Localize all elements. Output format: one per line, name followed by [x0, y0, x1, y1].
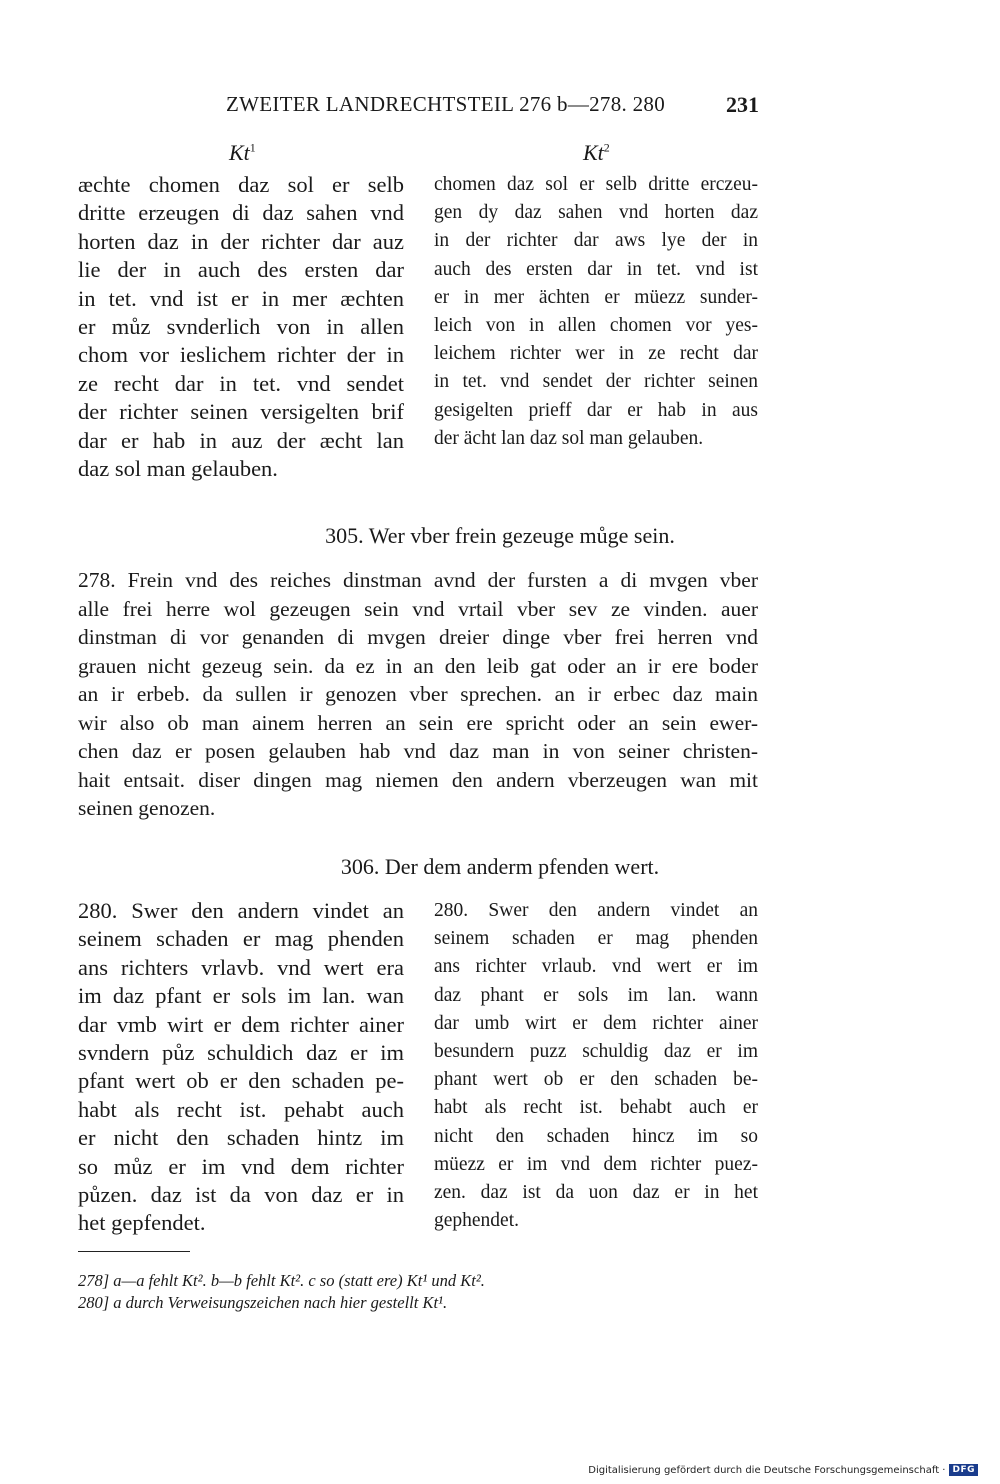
text-line: æchte chomen daz sol er selb: [78, 172, 404, 197]
text-line: in tet. vnd sendet der richter seinen: [434, 371, 758, 393]
text-line: er můz svnderlich von in allen: [78, 314, 404, 340]
section-305-title: 305. Wer vber frein gezeuge můge sein.: [325, 523, 675, 548]
text-line: im daz pfant er sols im lan. wan: [78, 983, 404, 1009]
text-line: chomen daz sol er selb dritte erczeu-: [434, 174, 758, 195]
section-306-left-column: [78, 897, 404, 1238]
text-line: gen dy daz sahen vnd horten daz: [434, 202, 758, 224]
section-306-right-column: [434, 897, 758, 1235]
text-line: zen. daz ist da uon daz er in het: [434, 1182, 758, 1204]
text-line: habt als recht ist. behabt auch er: [434, 1097, 758, 1119]
text-line: 280. Swer den andern vindet an: [434, 900, 758, 921]
text-line: 280. Swer den andern vindet an: [78, 898, 404, 923]
text-line: dar umb wirt er dem richter ainer: [434, 1012, 758, 1034]
text-line: der ächt lan daz sol man gelauben.: [434, 427, 704, 449]
text-line: ans richter vrlaub. vnd wert er im: [434, 956, 758, 978]
dfg-logo-icon: DFG: [949, 1464, 978, 1476]
text-line: auch des ersten dar in tet. vnd ist: [434, 258, 758, 280]
block1-left-column: [78, 171, 404, 483]
block1-right-column: [434, 171, 758, 453]
section-306-title: 306. Der dem anderm pfenden wert.: [340, 854, 660, 879]
text-line: svndern půz schuldich daz er im: [78, 1040, 404, 1066]
text-line: an ir erbeb. da sullen ir genozen vber sprechen. an ir erbec daz main: [78, 682, 758, 706]
text-line: het gepfendet.: [78, 1210, 206, 1236]
text-line: horten daz in der richter dar auz: [78, 228, 404, 254]
text-line: der richter seinen versigelten brif: [78, 399, 404, 425]
running-head: ZWEITER LANDRECHTSTEIL 276 b—278. 280: [226, 92, 666, 116]
text-line: dritte erzeugen di daz sahen vnd: [78, 200, 404, 226]
text-line: nicht den schaden hincz im so: [434, 1125, 758, 1147]
credit-text: Digitalisierung gefördert durch die Deutsche Forschungsgemeinschaft ·: [588, 1464, 946, 1476]
text-line: seinem schaden er mag phenden: [434, 928, 758, 950]
text-line: daz sol man gelauben.: [78, 456, 278, 482]
text-line: dinstman di vor genanden di mvgen dreier dinge vber frei herren vnd: [78, 625, 758, 649]
column-head-kt2: Kt$^2$: [583, 140, 610, 165]
text-line: dar vmb wirt er dem richter ainer: [78, 1011, 404, 1037]
text-line: alle frei herre wol gezeugen sein vnd vrtail vber sev ze vinden. auer: [78, 596, 758, 621]
text-line: wir also ob man ainem herren an sein ere spricht oder an sein ewer-: [78, 710, 758, 735]
text-line: lie der in auch des ersten dar: [78, 257, 404, 283]
text-line: chen daz er posen gelauben hab vnd daz man in von seiner christen-: [78, 739, 758, 763]
footnote: 280] a durch Verweisungszeichen nach hier gestellt Kt¹.: [78, 1293, 448, 1312]
text-line: seinem schaden er mag phenden: [78, 926, 404, 952]
text-line: dar er hab in auz der æcht lan: [78, 427, 404, 453]
text-line: grauen nicht gezeug sein. da ez in an den leib gat oder an ir ere boder: [78, 653, 758, 678]
text-line: leich von in allen chomen vor yes-: [434, 315, 758, 337]
text-line: daz phant er sols im lan. wann: [434, 984, 758, 1006]
text-line: seinen genozen.: [78, 796, 216, 820]
page-number: 231: [726, 92, 759, 117]
text-line: pfant wert ob er den schaden pe-: [78, 1068, 404, 1094]
section-305-text: [78, 566, 758, 823]
text-line: so můz er im vnd dem richter: [78, 1153, 404, 1179]
text-line: besundern puzz schuldig daz er im: [434, 1041, 758, 1063]
text-line: in der richter dar aws lye der in: [434, 230, 758, 252]
digitization-credit: [588, 1464, 978, 1476]
text-line: phant wert ob er den schaden be-: [434, 1069, 758, 1091]
text-line: gesigelten prieff dar er hab in aus: [434, 399, 758, 421]
text-line: er in mer ächten er müezz sunder-: [434, 286, 758, 308]
footnote: 278] a—a fehlt Kt². b—b fehlt Kt². c so (statt ere) Kt¹ und Kt².: [78, 1271, 485, 1290]
column-head-kt1: Kt$^1$: [229, 140, 256, 165]
text-line: chom vor ieslichem richter der in: [78, 342, 404, 368]
text-line: gephendet.: [434, 1210, 520, 1232]
text-line: leichem richter wer in ze recht dar: [434, 343, 758, 365]
text-line: habt als recht ist. pehabt auch: [78, 1096, 404, 1122]
text-line: 278. Frein vnd des reiches dinstman avnd der fursten a di mvgen vber: [78, 568, 758, 592]
text-line: ze recht dar in tet. vnd sendet: [78, 370, 404, 396]
text-line: in tet. vnd ist er in mer æchten: [78, 285, 404, 311]
text-line: er nicht den schaden hintz im: [78, 1125, 404, 1151]
text-line: půzen. daz ist da von daz er in: [78, 1182, 404, 1208]
text-line: ans richters vrlavb. vnd wert era: [78, 954, 404, 980]
text-line: hait entsait. diser dingen mag niemen den andern vberzeugen wan mit: [78, 767, 758, 792]
footnotes: [78, 1270, 485, 1314]
footnote-rule: [78, 1251, 190, 1252]
text-line: müezz er im vnd dem richter puez-: [434, 1153, 758, 1175]
